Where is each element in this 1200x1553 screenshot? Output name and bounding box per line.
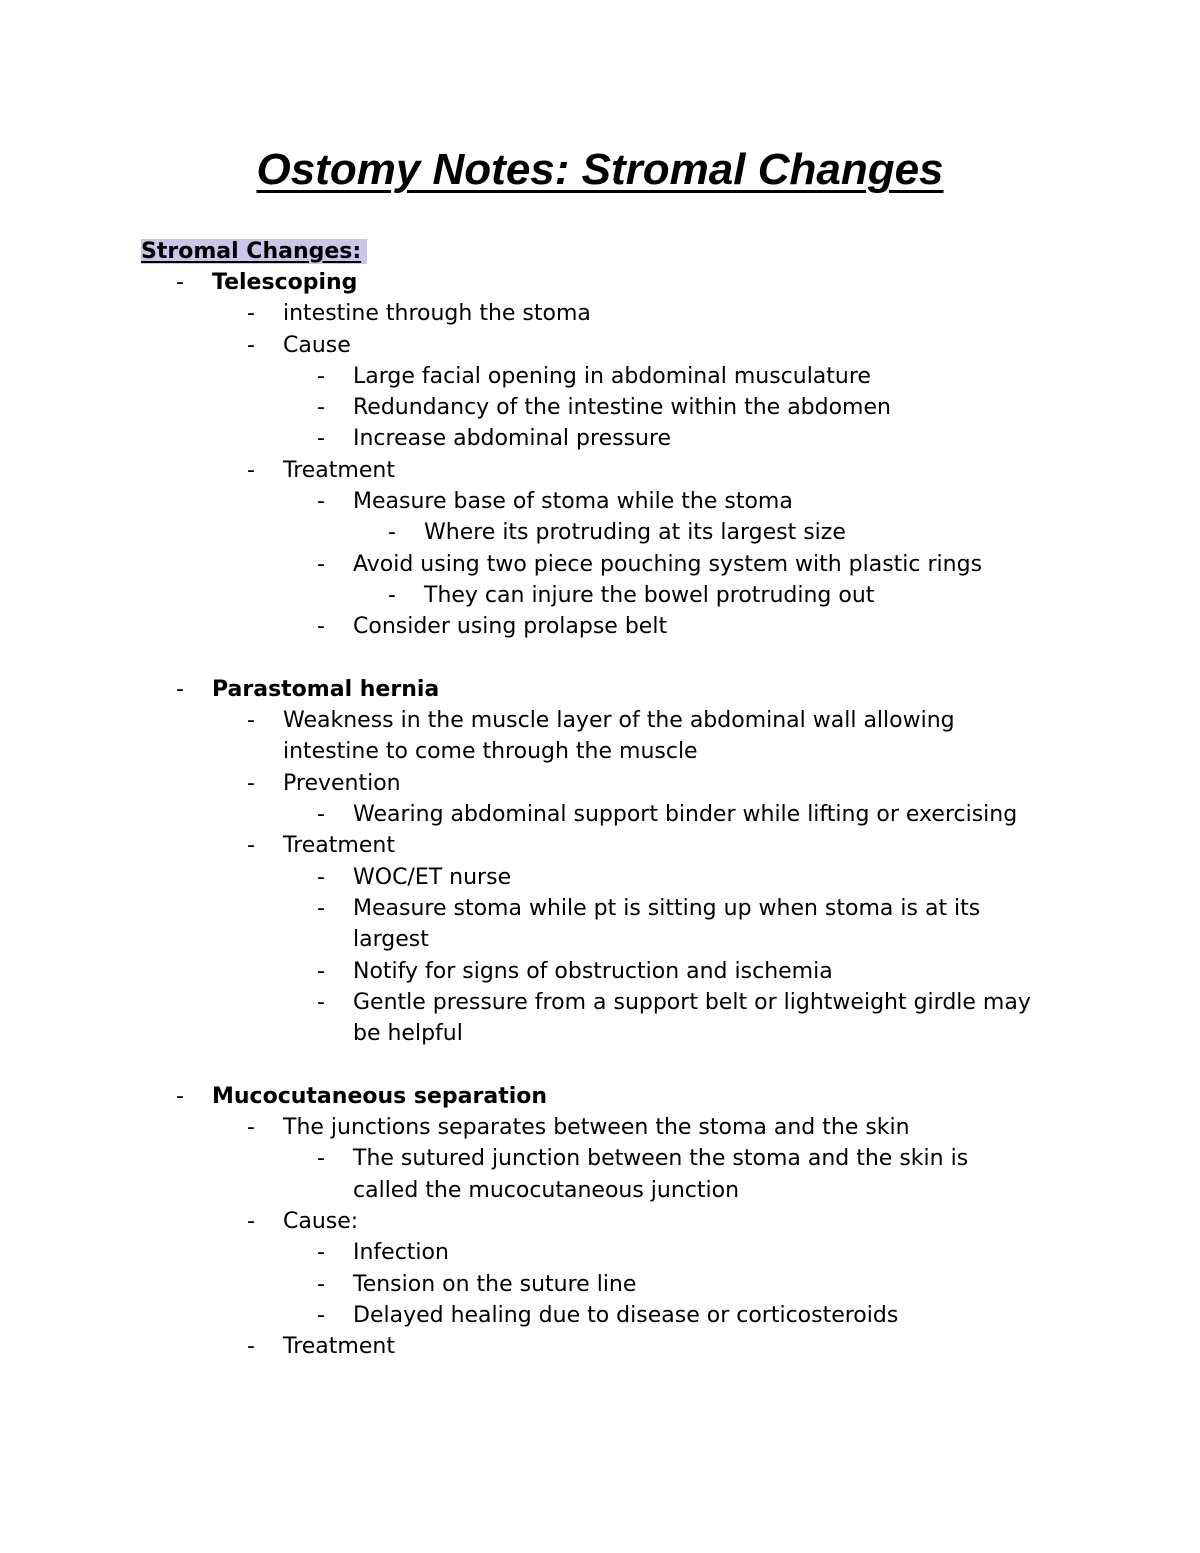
bullet-dash: - — [317, 614, 325, 640]
outline-item-text: Delayed healing due to disease or corticosteroids — [353, 1302, 899, 1328]
outline-item-level-3 — [0, 1143, 1200, 1206]
outline-item-text: Large facial opening in abdominal musculature — [353, 363, 871, 389]
outline-item-level-2 — [0, 1112, 1200, 1143]
outline-item-text: Treatment — [283, 457, 395, 483]
outline-item-level-2 — [0, 705, 1200, 768]
outline-item-level-3 — [0, 611, 1200, 642]
outline-item-level-3 — [0, 486, 1200, 517]
outline-item-text: The junctions separates between the stoma and the skin — [283, 1115, 910, 1141]
document-title-text: Ostomy Notes: Stromal Changes — [256, 145, 944, 194]
bullet-dash: - — [247, 1334, 255, 1360]
outline-item-text: intestine through the stoma — [283, 301, 591, 327]
bullet-dash: - — [247, 1115, 255, 1141]
bullet-dash: - — [317, 864, 325, 890]
outline-item-text: Parastomal hernia — [212, 676, 440, 702]
bullet-dash: - — [317, 958, 325, 984]
outline-item-level-2 — [0, 1331, 1200, 1362]
bullet-dash: - — [317, 989, 325, 1015]
bullet-dash: - — [317, 1302, 325, 1328]
outline-item-level-2 — [0, 1206, 1200, 1237]
outline-topic — [0, 267, 1200, 298]
section-heading — [141, 236, 367, 267]
outline-item-level-3 — [0, 1237, 1200, 1268]
outline-item-level-3 — [0, 1300, 1200, 1331]
outline-item-text: Measure stoma while pt is sitting up when stoma is at its largest — [353, 895, 981, 953]
bullet-dash: - — [247, 457, 255, 483]
outline-item-level-3 — [0, 862, 1200, 893]
outline-item-level-2 — [0, 830, 1200, 861]
outline-topic — [0, 1081, 1200, 1112]
bullet-dash: - — [247, 833, 255, 859]
outline-item-level-3 — [0, 392, 1200, 423]
bullet-dash: - — [317, 363, 325, 389]
outline-item-level-4 — [0, 580, 1200, 611]
bullet-dash: - — [247, 301, 255, 327]
outline-item-text: Cause: — [283, 1208, 359, 1234]
blank-line — [0, 1049, 1200, 1080]
outline-item-text: Redundancy of the intestine within the abdomen — [353, 395, 891, 421]
bullet-dash: - — [317, 802, 325, 828]
outline-item-text: Infection — [353, 1240, 449, 1266]
bullet-dash: - — [176, 1083, 184, 1109]
outline-item-text: Consider using prolapse belt — [353, 614, 668, 640]
outline-list — [0, 267, 1200, 1362]
bullet-dash: - — [317, 395, 325, 421]
outline-item-level-2 — [0, 768, 1200, 799]
outline-item-text: Notify for signs of obstruction and ischemia — [353, 958, 833, 984]
bullet-dash: - — [317, 489, 325, 515]
bullet-dash: - — [317, 895, 325, 921]
outline-item-level-3 — [0, 1269, 1200, 1300]
bullet-dash: - — [317, 1240, 325, 1266]
outline-item-text: Measure base of stoma while the stoma — [353, 489, 793, 515]
bullet-dash: - — [317, 426, 325, 452]
bullet-dash: - — [176, 676, 184, 702]
bullet-dash: - — [388, 582, 396, 608]
bullet-dash: - — [317, 1271, 325, 1297]
outline-item-level-4 — [0, 517, 1200, 548]
outline-item-text: Increase abdominal pressure — [353, 426, 672, 452]
bullet-dash: - — [247, 770, 255, 796]
outline-item-text: The sutured junction between the stoma and the skin is called the mucocutaneous junction — [353, 1146, 969, 1203]
outline-item-level-3 — [0, 423, 1200, 454]
bullet-dash: - — [317, 1146, 325, 1172]
bullet-dash: - — [247, 1208, 255, 1234]
outline-item-text: Telescoping — [212, 270, 358, 295]
outline-item-level-2 — [0, 330, 1200, 361]
bullet-dash: - — [247, 708, 255, 734]
outline-item-text: They can injure the bowel protruding out — [424, 582, 875, 608]
bullet-dash: - — [247, 332, 255, 358]
bullet-dash: - — [388, 520, 396, 546]
outline-item-text: Treatment — [283, 1334, 395, 1360]
outline-item-text: Treatment — [283, 833, 395, 859]
outline-item-text: Prevention — [283, 770, 401, 796]
outline-topic — [0, 674, 1200, 705]
outline-item-level-2 — [0, 455, 1200, 486]
outline-item-text: Gentle pressure from a support belt or lightweight girdle may be helpful — [353, 989, 1031, 1047]
outline-item-level-3 — [0, 893, 1200, 956]
outline-item-level-2 — [0, 298, 1200, 329]
outline-item-text: WOC/ET nurse — [353, 864, 512, 890]
bullet-dash: - — [176, 270, 184, 295]
outline-item-text: Avoid using two piece pouching system with plastic rings — [353, 551, 983, 577]
outline-item-level-3 — [0, 361, 1200, 392]
outline-item-level-3 — [0, 956, 1200, 987]
bullet-dash: - — [317, 551, 325, 577]
outline-item-text: Weakness in the muscle layer of the abdominal wall allowing intestine to come through the muscle — [283, 708, 955, 765]
outline-item-level-3 — [0, 549, 1200, 580]
outline-item-text: Wearing abdominal support binder while lifting or exercising — [353, 802, 1018, 828]
outline-item-level-3 — [0, 987, 1200, 1050]
outline-item-text: Tension on the suture line — [353, 1271, 637, 1297]
outline-item-text: Cause — [283, 332, 351, 358]
blank-line — [0, 643, 1200, 674]
outline-item-text: Mucocutaneous separation — [212, 1083, 548, 1109]
outline-item-text: Where its protruding at its largest size — [424, 520, 846, 546]
section-heading-text: Stromal Changes: — [141, 239, 367, 264]
document-title — [0, 140, 1200, 200]
outline-item-level-3 — [0, 799, 1200, 830]
